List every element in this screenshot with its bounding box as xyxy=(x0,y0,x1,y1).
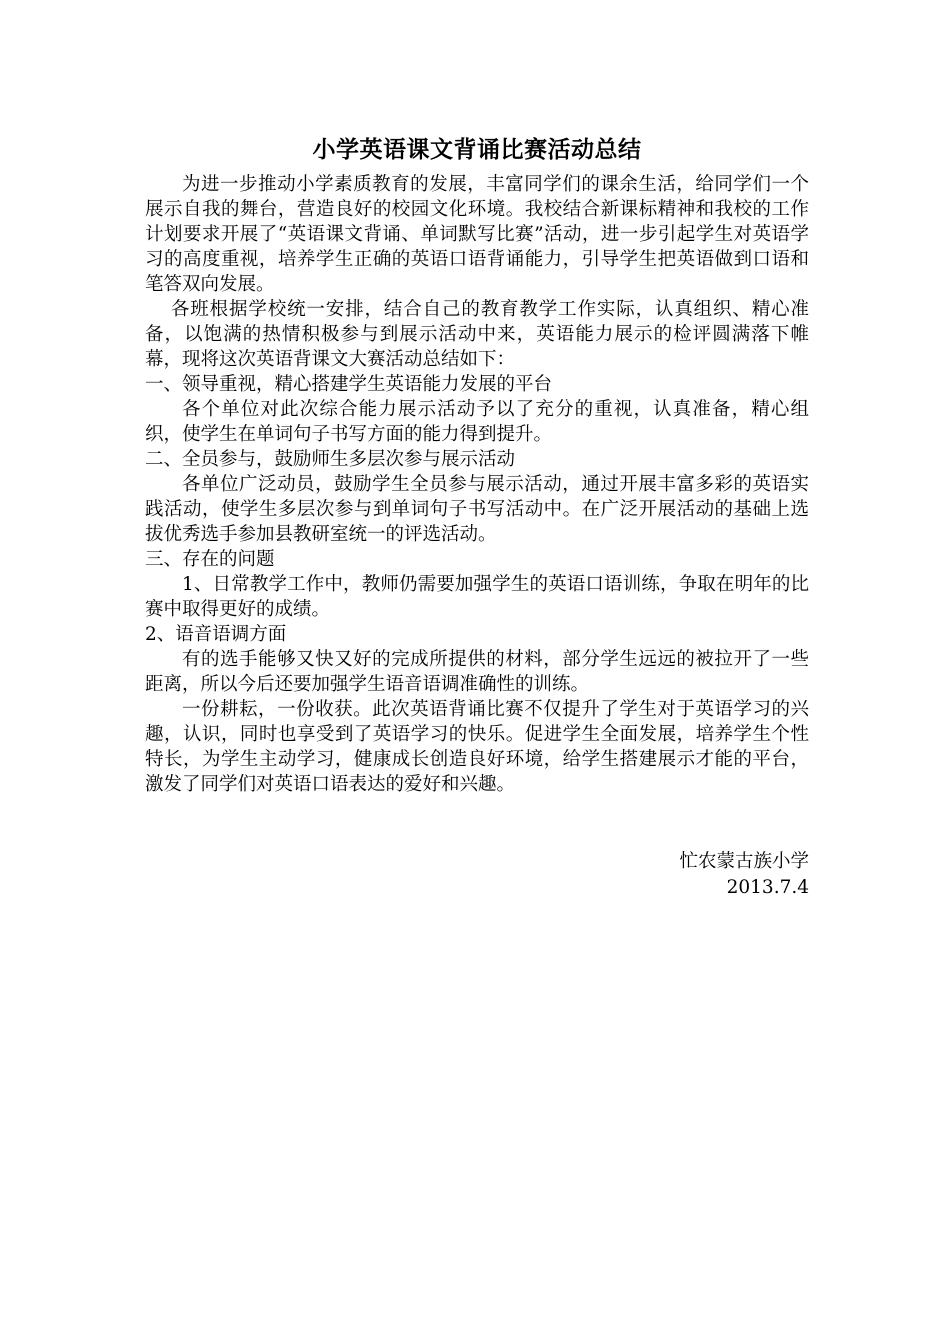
signature-date: 2013.7.4 xyxy=(726,877,809,898)
paragraph-participation: 各单位广泛动员，鼓励学生全员参与展示活动，通过开展丰富多彩的英语实践活动，使学生多层次参与到单词句子书写活动中。在广泛开展活动的基础上选拔优秀选手参加县教研室统一的评选活动。 xyxy=(145,474,809,545)
document-title: 小学英语课文背诵比赛活动总结 xyxy=(312,136,642,163)
paragraph-conclusion: 一份耕耘，一份收获。此次英语背诵比赛不仅提升了学生对于英语学习的兴趣，认识，同时也享受到了英语学习的快乐。促进学生全面发展，培养学生个性特长，为学生主动学习，健康成长创造良好环境，给学生搭建展示才能的平台，激发了同学们对英语口语表达的爱好和兴趣。 xyxy=(145,699,809,795)
signature-organization: 忙农蒙古族小学 xyxy=(679,851,809,872)
paragraph-problem-1: 1、日常教学工作中，教师仍需要加强学生的英语口语训练，争取在明年的比赛中取得更好的成绩。 xyxy=(145,574,809,620)
paragraph-arrangement: 各班根据学校统一安排，结合自己的教育教学工作实际，认真组织、精心准备，以饱满的热情积极参与到展示活动中来，英语能力展示的检评圆满落下帷幕，现将这次英语背课文大赛活动总结如下： xyxy=(145,299,809,370)
paragraph-leadership: 各个单位对此次综合能力展示活动予以了充分的重视，认真准备，精心组织，使学生在单词句子书写方面的能力得到提升。 xyxy=(145,399,809,445)
section-heading-participation: 二、全员参与，鼓励师生多层次参与展示活动 xyxy=(145,449,516,470)
section-heading-leadership: 一、领导重视，精心搭建学生英语能力发展的平台 xyxy=(145,374,553,395)
document-body xyxy=(145,172,809,797)
subheading-pronunciation: 2、语音语调方面 xyxy=(145,624,287,645)
section-heading-problems: 三、存在的问题 xyxy=(145,549,275,570)
document-page xyxy=(145,134,809,901)
paragraph-intro: 为进一步推动小学素质教育的发展，丰富同学们的课余生活，给同学们一个展示自我的舞台，营造良好的校园文化环境。我校结合新课标精神和我校的工作计划要求开展了“英语课文背诵、单词默写比赛”活动，进一步引起学生对英语学习的高度重视，培养学生正确的英语口语背诵能力，引导学生把英语做到口语和笔答双向发展。 xyxy=(145,174,809,295)
signature-block xyxy=(145,849,809,901)
paragraph-pronunciation: 有的选手能够又快又好的完成所提供的材料，部分学生远远的被拉开了一些距离，所以今后还要加强学生语音语调准确性的训练。 xyxy=(145,649,809,695)
